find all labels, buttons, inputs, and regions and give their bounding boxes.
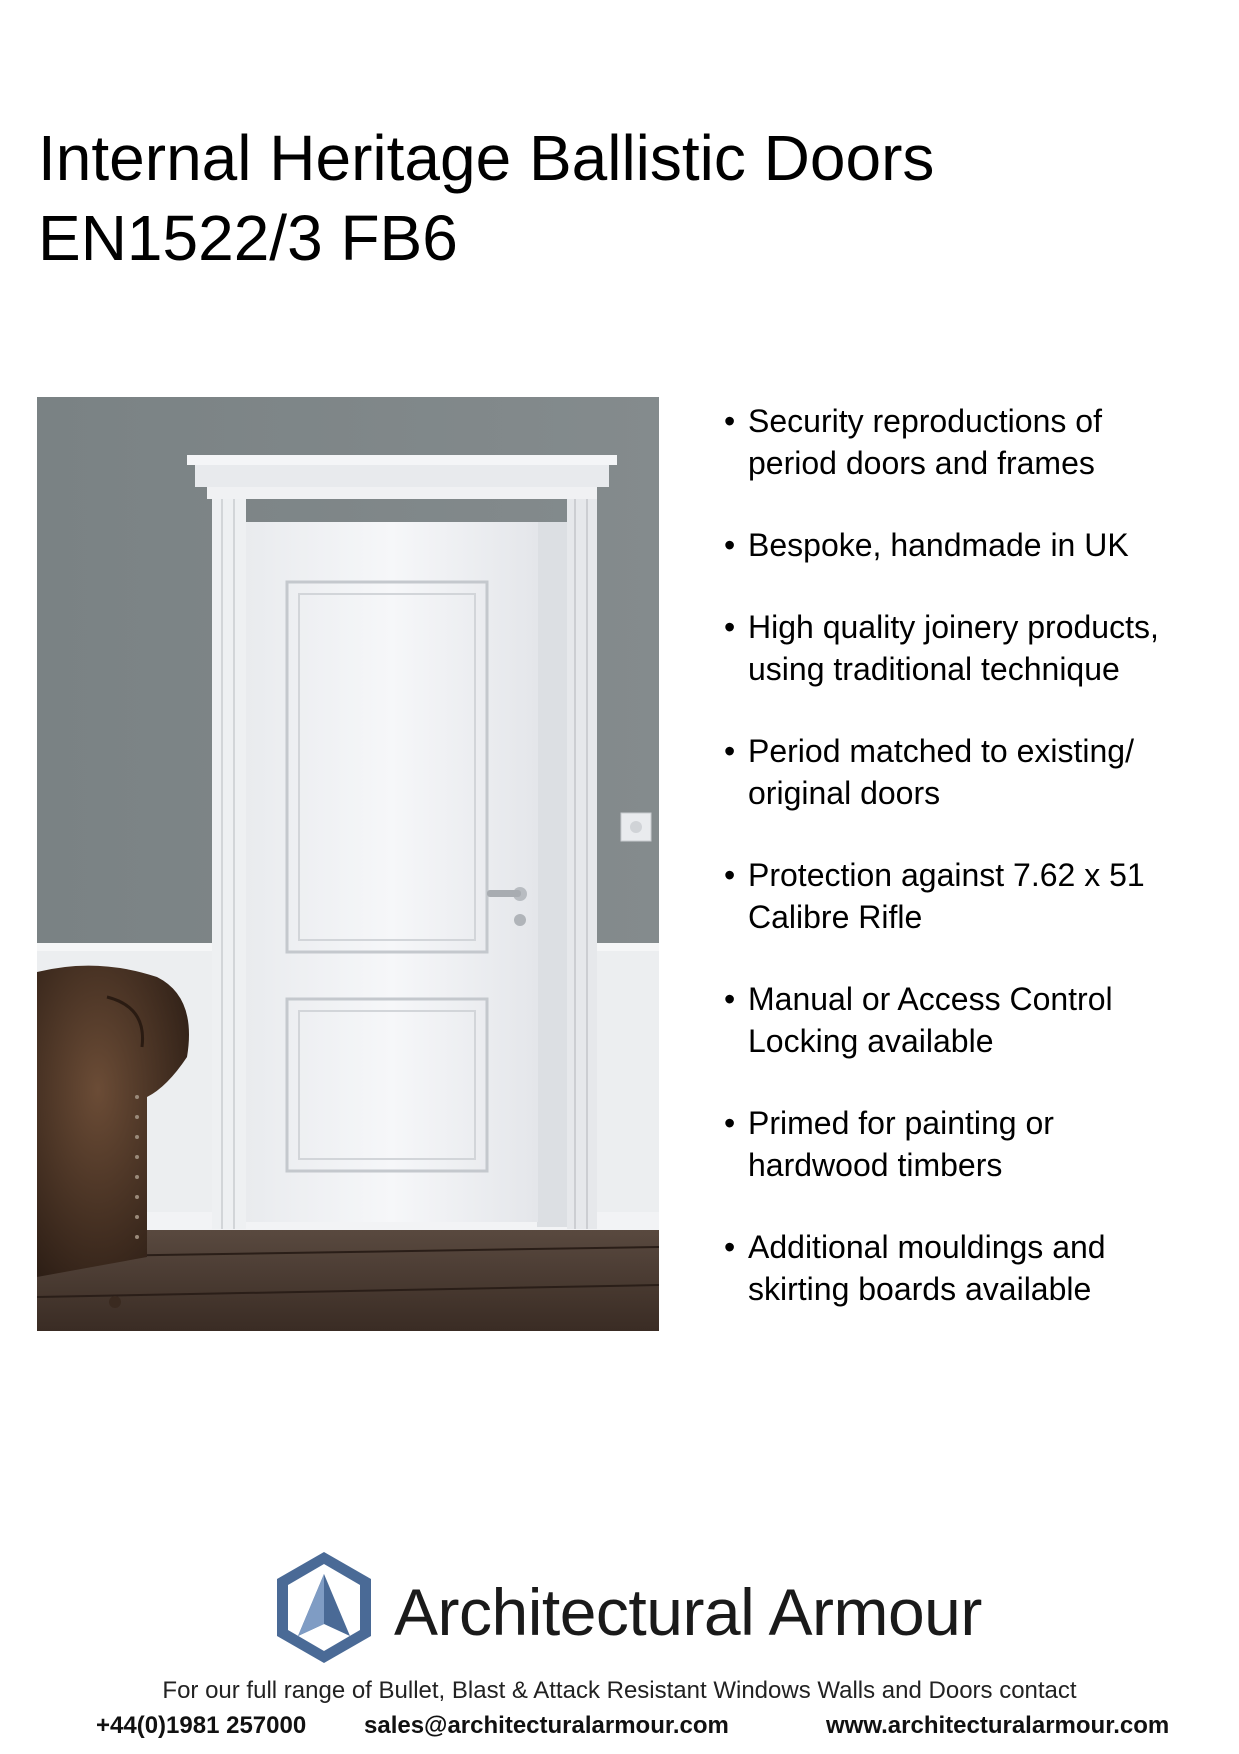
company-logo: [274, 1550, 1034, 1680]
list-item: [724, 400, 1224, 484]
list-item: [724, 524, 1224, 566]
feature-text: Additional mouldings and skirting boards available: [748, 1229, 1106, 1307]
feature-text: High quality joinery products, using traditional technique: [748, 609, 1159, 687]
website-link[interactable]: www.architecturalarmour.com: [826, 1712, 1170, 1739]
feature-text: Period matched to existing/ original doors: [748, 733, 1134, 811]
feature-text: Manual or Access Control Locking available: [748, 981, 1113, 1059]
contact-tagline: For our full range of Bullet, Blast & Attack Resistant Windows Walls and Doors contact: [162, 1677, 1077, 1704]
bullet-icon: •: [724, 609, 736, 645]
phone-number[interactable]: +44(0)1981 257000: [96, 1712, 307, 1739]
bullet-icon: •: [724, 403, 736, 439]
list-item: [724, 854, 1224, 938]
hexagon-logo-icon: [274, 1550, 374, 1665]
list-item: [724, 978, 1224, 1062]
feature-text: Primed for painting or hardwood timbers: [748, 1105, 1054, 1183]
list-item: [724, 1226, 1224, 1310]
page-title-line2: EN1522/3 FB6: [38, 202, 458, 274]
feature-text: Bespoke, handmade in UK: [748, 527, 1129, 563]
list-item: [724, 730, 1224, 814]
bullet-icon: •: [724, 733, 736, 769]
list-item: [724, 1102, 1224, 1186]
list-item: [724, 606, 1224, 690]
feature-list: [724, 400, 1224, 1350]
bullet-icon: •: [724, 1229, 736, 1265]
feature-text: Protection against 7.62 x 51 Calibre Rifle: [748, 857, 1145, 935]
bullet-icon: •: [724, 527, 736, 563]
bullet-icon: •: [724, 981, 736, 1017]
door-photo: [37, 397, 659, 1331]
feature-text: Security reproductions of period doors and frames: [748, 403, 1102, 481]
brand-name: Architectural Armour: [394, 1575, 982, 1649]
page-title-line1: Internal Heritage Ballistic Doors: [38, 122, 935, 194]
bullet-icon: •: [724, 1105, 736, 1141]
email-link[interactable]: sales@architecturalarmour.com: [364, 1712, 729, 1739]
bullet-icon: •: [724, 857, 736, 893]
page-title: [38, 118, 934, 278]
